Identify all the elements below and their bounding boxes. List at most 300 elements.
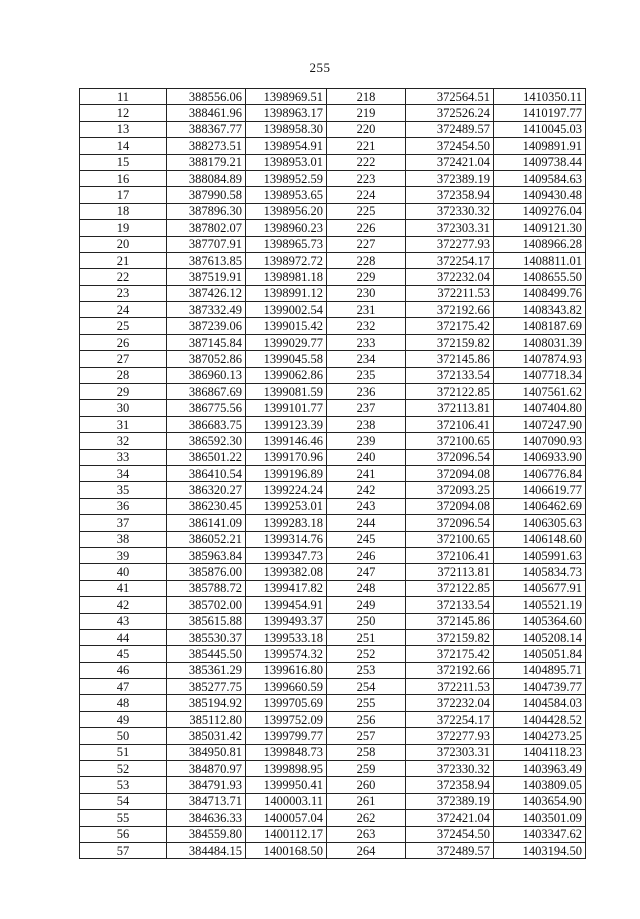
- point-number-left-cell: 56: [80, 826, 167, 842]
- table-row: [80, 252, 586, 268]
- table-row: [80, 170, 586, 186]
- point-number-left-cell: 37: [80, 515, 167, 531]
- table-row: [80, 121, 586, 137]
- x-coordinate-right-cell: 372303.31: [406, 220, 494, 236]
- x-coordinate-right-cell: 372122.85: [406, 580, 494, 596]
- y-coordinate-right-cell: 1404428.52: [494, 711, 586, 727]
- x-coordinate-right-cell: 372489.57: [406, 842, 494, 858]
- y-coordinate-right-cell: 1403809.05: [494, 777, 586, 793]
- x-coordinate-right-cell: 372133.54: [406, 367, 494, 383]
- table-row: [80, 384, 586, 400]
- table-row: [80, 646, 586, 662]
- y-coordinate-right-cell: 1405364.60: [494, 613, 586, 629]
- point-number-right-cell: 251: [327, 629, 406, 645]
- table-row: [80, 744, 586, 760]
- y-coordinate-left-cell: 1400003.11: [246, 793, 327, 809]
- point-number-left-cell: 33: [80, 449, 167, 465]
- x-coordinate-right-cell: 372358.94: [406, 777, 494, 793]
- point-number-left-cell: 41: [80, 580, 167, 596]
- point-number-left-cell: 27: [80, 351, 167, 367]
- x-coordinate-left-cell: 385788.72: [167, 580, 246, 596]
- point-number-right-cell: 241: [327, 465, 406, 481]
- y-coordinate-right-cell: 1409121.30: [494, 220, 586, 236]
- point-number-right-cell: 237: [327, 400, 406, 416]
- coordinates-table-body: [80, 89, 586, 859]
- point-number-right-cell: 233: [327, 334, 406, 350]
- y-coordinate-right-cell: 1403963.49: [494, 761, 586, 777]
- point-number-right-cell: 240: [327, 449, 406, 465]
- x-coordinate-right-cell: 372145.86: [406, 613, 494, 629]
- x-coordinate-left-cell: 388556.06: [167, 89, 246, 105]
- point-number-left-cell: 53: [80, 777, 167, 793]
- y-coordinate-right-cell: 1406305.63: [494, 515, 586, 531]
- x-coordinate-right-cell: 372330.32: [406, 203, 494, 219]
- x-coordinate-left-cell: 386501.22: [167, 449, 246, 465]
- table-row: [80, 334, 586, 350]
- x-coordinate-left-cell: 385361.29: [167, 662, 246, 678]
- x-coordinate-left-cell: 385194.92: [167, 695, 246, 711]
- table-row: [80, 662, 586, 678]
- point-number-left-cell: 39: [80, 547, 167, 563]
- y-coordinate-left-cell: 1398956.20: [246, 203, 327, 219]
- table-row: [80, 203, 586, 219]
- point-number-left-cell: 12: [80, 105, 167, 121]
- point-number-right-cell: 250: [327, 613, 406, 629]
- x-coordinate-left-cell: 387426.12: [167, 285, 246, 301]
- x-coordinate-right-cell: 372113.81: [406, 564, 494, 580]
- y-coordinate-right-cell: 1407090.93: [494, 433, 586, 449]
- x-coordinate-left-cell: 386683.75: [167, 416, 246, 432]
- point-number-right-cell: 221: [327, 138, 406, 154]
- point-number-right-cell: 260: [327, 777, 406, 793]
- point-number-right-cell: 219: [327, 105, 406, 121]
- x-coordinate-left-cell: 387707.91: [167, 236, 246, 252]
- y-coordinate-right-cell: 1404118.23: [494, 744, 586, 760]
- y-coordinate-left-cell: 1399616.80: [246, 662, 327, 678]
- table-row: [80, 465, 586, 481]
- x-coordinate-right-cell: 372389.19: [406, 793, 494, 809]
- x-coordinate-left-cell: 385445.50: [167, 646, 246, 662]
- x-coordinate-left-cell: 384870.97: [167, 761, 246, 777]
- x-coordinate-right-cell: 372159.82: [406, 629, 494, 645]
- x-coordinate-left-cell: 386775.56: [167, 400, 246, 416]
- point-number-right-cell: 226: [327, 220, 406, 236]
- y-coordinate-right-cell: 1405991.63: [494, 547, 586, 563]
- x-coordinate-right-cell: 372093.25: [406, 482, 494, 498]
- point-number-right-cell: 243: [327, 498, 406, 514]
- y-coordinate-left-cell: 1399533.18: [246, 629, 327, 645]
- table-row: [80, 580, 586, 596]
- x-coordinate-left-cell: 388084.89: [167, 170, 246, 186]
- point-number-right-cell: 232: [327, 318, 406, 334]
- point-number-left-cell: 26: [80, 334, 167, 350]
- point-number-left-cell: 57: [80, 842, 167, 858]
- table-row: [80, 367, 586, 383]
- y-coordinate-left-cell: 1399574.32: [246, 646, 327, 662]
- x-coordinate-right-cell: 372211.53: [406, 285, 494, 301]
- y-coordinate-left-cell: 1399314.76: [246, 531, 327, 547]
- point-number-right-cell: 222: [327, 154, 406, 170]
- point-number-left-cell: 46: [80, 662, 167, 678]
- y-coordinate-left-cell: 1399045.58: [246, 351, 327, 367]
- point-number-right-cell: 257: [327, 728, 406, 744]
- table-row: [80, 154, 586, 170]
- point-number-left-cell: 43: [80, 613, 167, 629]
- point-number-right-cell: 262: [327, 810, 406, 826]
- x-coordinate-left-cell: 387052.86: [167, 351, 246, 367]
- table-row: [80, 629, 586, 645]
- point-number-left-cell: 20: [80, 236, 167, 252]
- x-coordinate-right-cell: 372159.82: [406, 334, 494, 350]
- y-coordinate-right-cell: 1403654.90: [494, 793, 586, 809]
- point-number-right-cell: 224: [327, 187, 406, 203]
- table-row: [80, 400, 586, 416]
- point-number-right-cell: 228: [327, 252, 406, 268]
- y-coordinate-left-cell: 1399015.42: [246, 318, 327, 334]
- point-number-right-cell: 264: [327, 842, 406, 858]
- table-row: [80, 711, 586, 727]
- point-number-right-cell: 249: [327, 597, 406, 613]
- table-row: [80, 842, 586, 858]
- y-coordinate-left-cell: 1399062.86: [246, 367, 327, 383]
- x-coordinate-left-cell: 388179.21: [167, 154, 246, 170]
- x-coordinate-left-cell: 385031.42: [167, 728, 246, 744]
- x-coordinate-right-cell: 372192.66: [406, 302, 494, 318]
- y-coordinate-right-cell: 1409430.48: [494, 187, 586, 203]
- table-row: [80, 695, 586, 711]
- x-coordinate-right-cell: 372096.54: [406, 449, 494, 465]
- y-coordinate-right-cell: 1407247.90: [494, 416, 586, 432]
- y-coordinate-right-cell: 1403194.50: [494, 842, 586, 858]
- point-number-right-cell: 261: [327, 793, 406, 809]
- y-coordinate-left-cell: 1399950.41: [246, 777, 327, 793]
- point-number-right-cell: 255: [327, 695, 406, 711]
- table-row: [80, 433, 586, 449]
- point-number-right-cell: 230: [327, 285, 406, 301]
- y-coordinate-right-cell: 1409276.04: [494, 203, 586, 219]
- x-coordinate-left-cell: 384484.15: [167, 842, 246, 858]
- x-coordinate-left-cell: 388461.96: [167, 105, 246, 121]
- x-coordinate-right-cell: 372526.24: [406, 105, 494, 121]
- page-number: 255: [309, 60, 331, 75]
- x-coordinate-right-cell: 372389.19: [406, 170, 494, 186]
- point-number-left-cell: 38: [80, 531, 167, 547]
- y-coordinate-left-cell: 1399417.82: [246, 580, 327, 596]
- y-coordinate-left-cell: 1399029.77: [246, 334, 327, 350]
- y-coordinate-left-cell: 1399752.09: [246, 711, 327, 727]
- point-number-left-cell: 34: [80, 465, 167, 481]
- table-row: [80, 777, 586, 793]
- x-coordinate-right-cell: 372113.81: [406, 400, 494, 416]
- point-number-right-cell: 263: [327, 826, 406, 842]
- point-number-right-cell: 218: [327, 89, 406, 105]
- point-number-right-cell: 244: [327, 515, 406, 531]
- y-coordinate-left-cell: 1400168.50: [246, 842, 327, 858]
- point-number-right-cell: 246: [327, 547, 406, 563]
- point-number-right-cell: 238: [327, 416, 406, 432]
- y-coordinate-left-cell: 1399253.01: [246, 498, 327, 514]
- y-coordinate-left-cell: 1399081.59: [246, 384, 327, 400]
- table-row: [80, 318, 586, 334]
- y-coordinate-right-cell: 1408031.39: [494, 334, 586, 350]
- y-coordinate-left-cell: 1399454.91: [246, 597, 327, 613]
- y-coordinate-right-cell: 1404584.03: [494, 695, 586, 711]
- x-coordinate-right-cell: 372175.42: [406, 318, 494, 334]
- point-number-left-cell: 40: [80, 564, 167, 580]
- y-coordinate-left-cell: 1399101.77: [246, 400, 327, 416]
- point-number-left-cell: 49: [80, 711, 167, 727]
- x-coordinate-left-cell: 386230.45: [167, 498, 246, 514]
- point-number-left-cell: 54: [80, 793, 167, 809]
- y-coordinate-right-cell: 1404739.77: [494, 679, 586, 695]
- point-number-right-cell: 242: [327, 482, 406, 498]
- point-number-right-cell: 236: [327, 384, 406, 400]
- y-coordinate-right-cell: 1407561.62: [494, 384, 586, 400]
- point-number-left-cell: 24: [80, 302, 167, 318]
- x-coordinate-left-cell: 387332.49: [167, 302, 246, 318]
- x-coordinate-right-cell: 372106.41: [406, 416, 494, 432]
- y-coordinate-right-cell: 1405677.91: [494, 580, 586, 596]
- x-coordinate-right-cell: 372122.85: [406, 384, 494, 400]
- x-coordinate-left-cell: 384791.93: [167, 777, 246, 793]
- x-coordinate-left-cell: 384950.81: [167, 744, 246, 760]
- point-number-right-cell: 239: [327, 433, 406, 449]
- x-coordinate-right-cell: 372145.86: [406, 351, 494, 367]
- point-number-right-cell: 256: [327, 711, 406, 727]
- x-coordinate-left-cell: 385277.75: [167, 679, 246, 695]
- point-number-left-cell: 47: [80, 679, 167, 695]
- y-coordinate-left-cell: 1399196.89: [246, 465, 327, 481]
- y-coordinate-right-cell: 1408966.28: [494, 236, 586, 252]
- x-coordinate-left-cell: 384559.80: [167, 826, 246, 842]
- table-row: [80, 302, 586, 318]
- point-number-right-cell: 254: [327, 679, 406, 695]
- table-row: [80, 826, 586, 842]
- x-coordinate-right-cell: 372421.04: [406, 810, 494, 826]
- x-coordinate-left-cell: 386141.09: [167, 515, 246, 531]
- point-number-left-cell: 19: [80, 220, 167, 236]
- y-coordinate-left-cell: 1399660.59: [246, 679, 327, 695]
- point-number-left-cell: 17: [80, 187, 167, 203]
- y-coordinate-right-cell: 1406933.90: [494, 449, 586, 465]
- x-coordinate-left-cell: 386052.21: [167, 531, 246, 547]
- y-coordinate-right-cell: 1405208.14: [494, 629, 586, 645]
- y-coordinate-right-cell: 1406619.77: [494, 482, 586, 498]
- x-coordinate-left-cell: 387613.85: [167, 252, 246, 268]
- table-row: [80, 236, 586, 252]
- x-coordinate-left-cell: 385963.84: [167, 547, 246, 563]
- point-number-left-cell: 36: [80, 498, 167, 514]
- point-number-left-cell: 42: [80, 597, 167, 613]
- x-coordinate-right-cell: 372232.04: [406, 695, 494, 711]
- point-number-left-cell: 32: [80, 433, 167, 449]
- y-coordinate-right-cell: 1407404.80: [494, 400, 586, 416]
- x-coordinate-left-cell: 387990.58: [167, 187, 246, 203]
- y-coordinate-right-cell: 1407874.93: [494, 351, 586, 367]
- x-coordinate-right-cell: 372303.31: [406, 744, 494, 760]
- x-coordinate-right-cell: 372106.41: [406, 547, 494, 563]
- table-row: [80, 810, 586, 826]
- point-number-left-cell: 31: [80, 416, 167, 432]
- y-coordinate-left-cell: 1398958.30: [246, 121, 327, 137]
- point-number-left-cell: 28: [80, 367, 167, 383]
- table-row: [80, 269, 586, 285]
- y-coordinate-right-cell: 1406462.69: [494, 498, 586, 514]
- point-number-right-cell: 229: [327, 269, 406, 285]
- point-number-left-cell: 22: [80, 269, 167, 285]
- x-coordinate-right-cell: 372100.65: [406, 433, 494, 449]
- table-row: [80, 220, 586, 236]
- x-coordinate-right-cell: 372330.32: [406, 761, 494, 777]
- x-coordinate-right-cell: 372254.17: [406, 252, 494, 268]
- table-row: [80, 351, 586, 367]
- y-coordinate-left-cell: 1399382.08: [246, 564, 327, 580]
- point-number-left-cell: 18: [80, 203, 167, 219]
- x-coordinate-left-cell: 387896.30: [167, 203, 246, 219]
- y-coordinate-right-cell: 1403347.62: [494, 826, 586, 842]
- y-coordinate-right-cell: 1406148.60: [494, 531, 586, 547]
- x-coordinate-left-cell: 386960.13: [167, 367, 246, 383]
- y-coordinate-left-cell: 1399705.69: [246, 695, 327, 711]
- y-coordinate-right-cell: 1403501.09: [494, 810, 586, 826]
- y-coordinate-right-cell: 1410197.77: [494, 105, 586, 121]
- x-coordinate-right-cell: 372133.54: [406, 597, 494, 613]
- y-coordinate-right-cell: 1406776.84: [494, 465, 586, 481]
- point-number-right-cell: 248: [327, 580, 406, 596]
- y-coordinate-left-cell: 1399493.37: [246, 613, 327, 629]
- y-coordinate-right-cell: 1404895.71: [494, 662, 586, 678]
- point-number-left-cell: 44: [80, 629, 167, 645]
- y-coordinate-right-cell: 1409738.44: [494, 154, 586, 170]
- x-coordinate-left-cell: 387145.84: [167, 334, 246, 350]
- y-coordinate-left-cell: 1399002.54: [246, 302, 327, 318]
- point-number-left-cell: 35: [80, 482, 167, 498]
- table-row: [80, 187, 586, 203]
- point-number-right-cell: 245: [327, 531, 406, 547]
- point-number-left-cell: 14: [80, 138, 167, 154]
- table-row: [80, 597, 586, 613]
- x-coordinate-left-cell: 388273.51: [167, 138, 246, 154]
- y-coordinate-right-cell: 1405051.84: [494, 646, 586, 662]
- point-number-right-cell: 259: [327, 761, 406, 777]
- y-coordinate-right-cell: 1408187.69: [494, 318, 586, 334]
- x-coordinate-left-cell: 387239.06: [167, 318, 246, 334]
- x-coordinate-left-cell: 388367.77: [167, 121, 246, 137]
- x-coordinate-right-cell: 372421.04: [406, 154, 494, 170]
- y-coordinate-left-cell: 1398960.23: [246, 220, 327, 236]
- x-coordinate-left-cell: 384636.33: [167, 810, 246, 826]
- x-coordinate-right-cell: 372094.08: [406, 498, 494, 514]
- table-row: [80, 498, 586, 514]
- point-number-right-cell: 258: [327, 744, 406, 760]
- y-coordinate-left-cell: 1398981.18: [246, 269, 327, 285]
- table-row: [80, 679, 586, 695]
- x-coordinate-left-cell: 385702.00: [167, 597, 246, 613]
- y-coordinate-left-cell: 1399224.24: [246, 482, 327, 498]
- point-number-left-cell: 16: [80, 170, 167, 186]
- table-row: [80, 564, 586, 580]
- y-coordinate-left-cell: 1399170.96: [246, 449, 327, 465]
- table-row: [80, 613, 586, 629]
- y-coordinate-left-cell: 1398991.12: [246, 285, 327, 301]
- x-coordinate-left-cell: 387519.91: [167, 269, 246, 285]
- x-coordinate-right-cell: 372564.51: [406, 89, 494, 105]
- x-coordinate-left-cell: 384713.71: [167, 793, 246, 809]
- table-row: [80, 105, 586, 121]
- table-row: [80, 793, 586, 809]
- point-number-left-cell: 30: [80, 400, 167, 416]
- x-coordinate-right-cell: 372232.04: [406, 269, 494, 285]
- point-number-left-cell: 51: [80, 744, 167, 760]
- x-coordinate-right-cell: 372100.65: [406, 531, 494, 547]
- table-row: [80, 531, 586, 547]
- x-coordinate-left-cell: 386410.54: [167, 465, 246, 481]
- table-row: [80, 138, 586, 154]
- table-row: [80, 728, 586, 744]
- y-coordinate-right-cell: 1408499.76: [494, 285, 586, 301]
- y-coordinate-left-cell: 1398972.72: [246, 252, 327, 268]
- point-number-left-cell: 48: [80, 695, 167, 711]
- y-coordinate-right-cell: 1404273.25: [494, 728, 586, 744]
- y-coordinate-left-cell: 1398953.01: [246, 154, 327, 170]
- y-coordinate-right-cell: 1408343.82: [494, 302, 586, 318]
- y-coordinate-left-cell: 1398965.73: [246, 236, 327, 252]
- point-number-left-cell: 21: [80, 252, 167, 268]
- table-row: [80, 285, 586, 301]
- point-number-left-cell: 45: [80, 646, 167, 662]
- y-coordinate-right-cell: 1408655.50: [494, 269, 586, 285]
- point-number-right-cell: 231: [327, 302, 406, 318]
- x-coordinate-left-cell: 385112.80: [167, 711, 246, 727]
- x-coordinate-right-cell: 372277.93: [406, 728, 494, 744]
- x-coordinate-left-cell: 386867.69: [167, 384, 246, 400]
- x-coordinate-right-cell: 372454.50: [406, 138, 494, 154]
- point-number-left-cell: 52: [80, 761, 167, 777]
- x-coordinate-right-cell: 372094.08: [406, 465, 494, 481]
- point-number-right-cell: 253: [327, 662, 406, 678]
- table-row: [80, 515, 586, 531]
- x-coordinate-left-cell: 385615.88: [167, 613, 246, 629]
- x-coordinate-right-cell: 372211.53: [406, 679, 494, 695]
- y-coordinate-left-cell: 1399146.46: [246, 433, 327, 449]
- x-coordinate-left-cell: 387802.07: [167, 220, 246, 236]
- point-number-left-cell: 13: [80, 121, 167, 137]
- point-number-left-cell: 50: [80, 728, 167, 744]
- point-number-left-cell: 15: [80, 154, 167, 170]
- x-coordinate-left-cell: 385876.00: [167, 564, 246, 580]
- y-coordinate-right-cell: 1409584.63: [494, 170, 586, 186]
- x-coordinate-left-cell: 385530.37: [167, 629, 246, 645]
- y-coordinate-left-cell: 1400112.17: [246, 826, 327, 842]
- point-number-right-cell: 252: [327, 646, 406, 662]
- y-coordinate-right-cell: 1410045.03: [494, 121, 586, 137]
- y-coordinate-left-cell: 1398963.17: [246, 105, 327, 121]
- table-row: [80, 449, 586, 465]
- y-coordinate-left-cell: 1399848.73: [246, 744, 327, 760]
- x-coordinate-right-cell: 372489.57: [406, 121, 494, 137]
- x-coordinate-left-cell: 386592.30: [167, 433, 246, 449]
- table-row: [80, 89, 586, 105]
- x-coordinate-right-cell: 372454.50: [406, 826, 494, 842]
- point-number-right-cell: 223: [327, 170, 406, 186]
- y-coordinate-right-cell: 1405521.19: [494, 597, 586, 613]
- table-row: [80, 547, 586, 563]
- point-number-right-cell: 247: [327, 564, 406, 580]
- table-row: [80, 761, 586, 777]
- y-coordinate-right-cell: 1409891.91: [494, 138, 586, 154]
- y-coordinate-left-cell: 1399347.73: [246, 547, 327, 563]
- point-number-right-cell: 227: [327, 236, 406, 252]
